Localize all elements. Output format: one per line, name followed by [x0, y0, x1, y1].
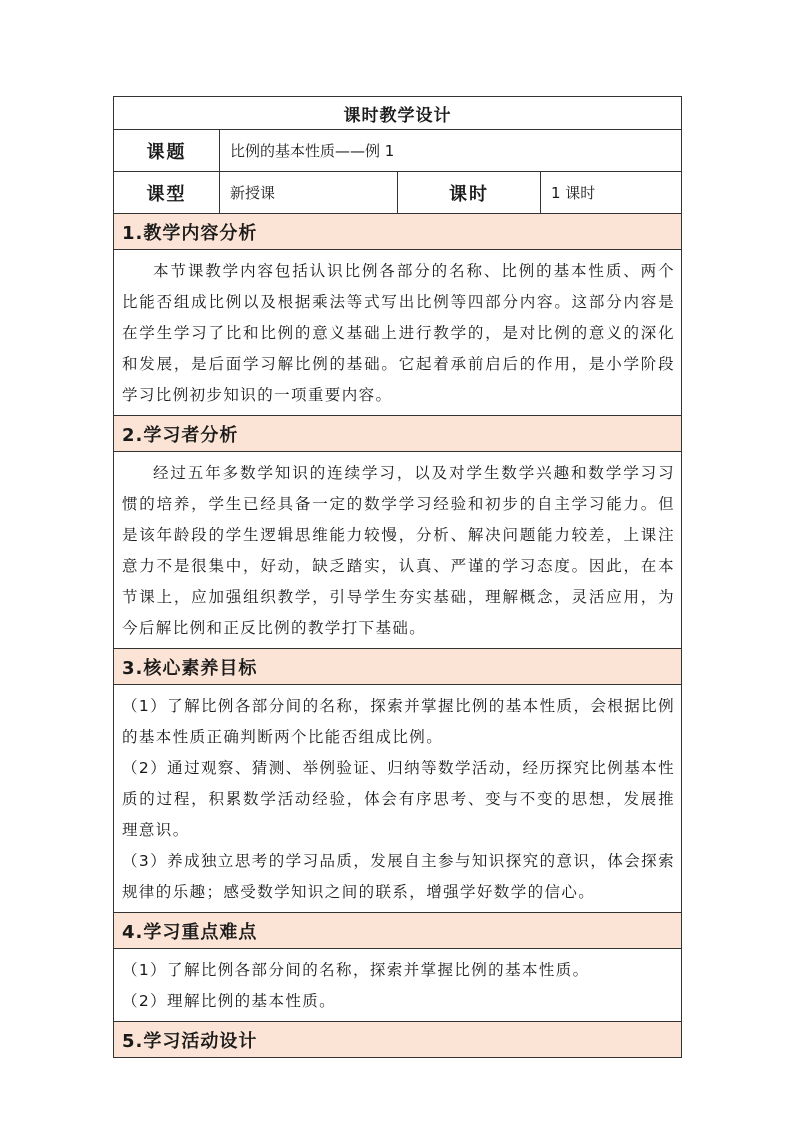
paragraph: 本节课教学内容包括认识比例各部分的名称、比例的基本性质、两个比能否组成比例以及根据乘法等式写出比例等四部分内容。这部分内容是在学生学习了比和比例的意义基础上进行教学的，是对比例的意义的深化和发展，是后面学习解比例的基础。它起着承前启后的作用，是小学阶段学习比例初步知识的一项重要内容。 [122, 262, 675, 404]
goal-item: （1）了解比例各部分间的名称，探索并掌握比例的基本性质，会根据比例的基本性质正确判断两个比能否组成比例。 [122, 697, 675, 746]
topic-value: 比例的基本性质——例 1 [220, 130, 682, 172]
goal-item: （3）养成独立思考的学习品质，发展自主参与知识探究的意识，体会探索规律的乐趣；感受数学知识之间的联系，增强学好数学的信心。 [122, 852, 675, 901]
hours-value: 1 课时 [541, 172, 682, 214]
lesson-plan-table [113, 96, 682, 1058]
section-heading-row [114, 416, 682, 452]
section-heading-core-goals: 3.核心素养目标 [114, 649, 682, 685]
section-heading-learner-analysis: 2.学习者分析 [114, 416, 682, 452]
topic-row [114, 130, 682, 172]
type-value: 新授课 [220, 172, 398, 214]
paragraph: 经过五年多数学知识的连续学习，以及对学生数学兴趣和数学学习习惯的培养，学生已经具备一定的数学学习经验和初步的自主学习能力。但是该年龄段的学生逻辑思维能力较慢，分析、解决问题能力较差，上课注意力不是很集中，好动，缺乏踏实，认真、严谨的学习态度。因此，在本节课上，应加强组织教学，引导学生夯实基础，理解概念，灵活应用，为今后解比例和正反比例的教学打下基础。 [122, 464, 675, 637]
type-label: 课型 [114, 172, 220, 214]
section-body-core-goals [114, 685, 682, 913]
section-body-content-analysis [114, 250, 682, 416]
key-point-item: （2）理解比例的基本性质。 [122, 992, 337, 1010]
section-body-row [114, 685, 682, 913]
title-row [114, 97, 682, 130]
goal-item: （2）通过观察、猜测、举例验证、归纳等数学活动，经历探究比例基本性质的过程，积累数学活动经验，体会有序思考、变与不变的思想，发展推理意识。 [122, 759, 675, 839]
section-heading-key-points: 4.学习重点难点 [114, 913, 682, 949]
section-body-row [114, 452, 682, 649]
section-heading-content-analysis: 1.教学内容分析 [114, 214, 682, 250]
section-heading-activity-design: 5.学习活动设计 [114, 1022, 682, 1058]
section-body-key-points [114, 949, 682, 1022]
key-point-item: （1）了解比例各部分间的名称，探索并掌握比例的基本性质。 [122, 961, 590, 979]
section-heading-row [114, 1022, 682, 1058]
type-row [114, 172, 682, 214]
section-heading-row [114, 649, 682, 685]
section-body-row [114, 949, 682, 1022]
topic-label: 课题 [114, 130, 220, 172]
section-heading-row [114, 913, 682, 949]
section-body-row [114, 250, 682, 416]
hours-label: 课时 [398, 172, 541, 214]
section-heading-row [114, 214, 682, 250]
document-title: 课时教学设计 [114, 97, 682, 130]
section-body-learner-analysis [114, 452, 682, 649]
